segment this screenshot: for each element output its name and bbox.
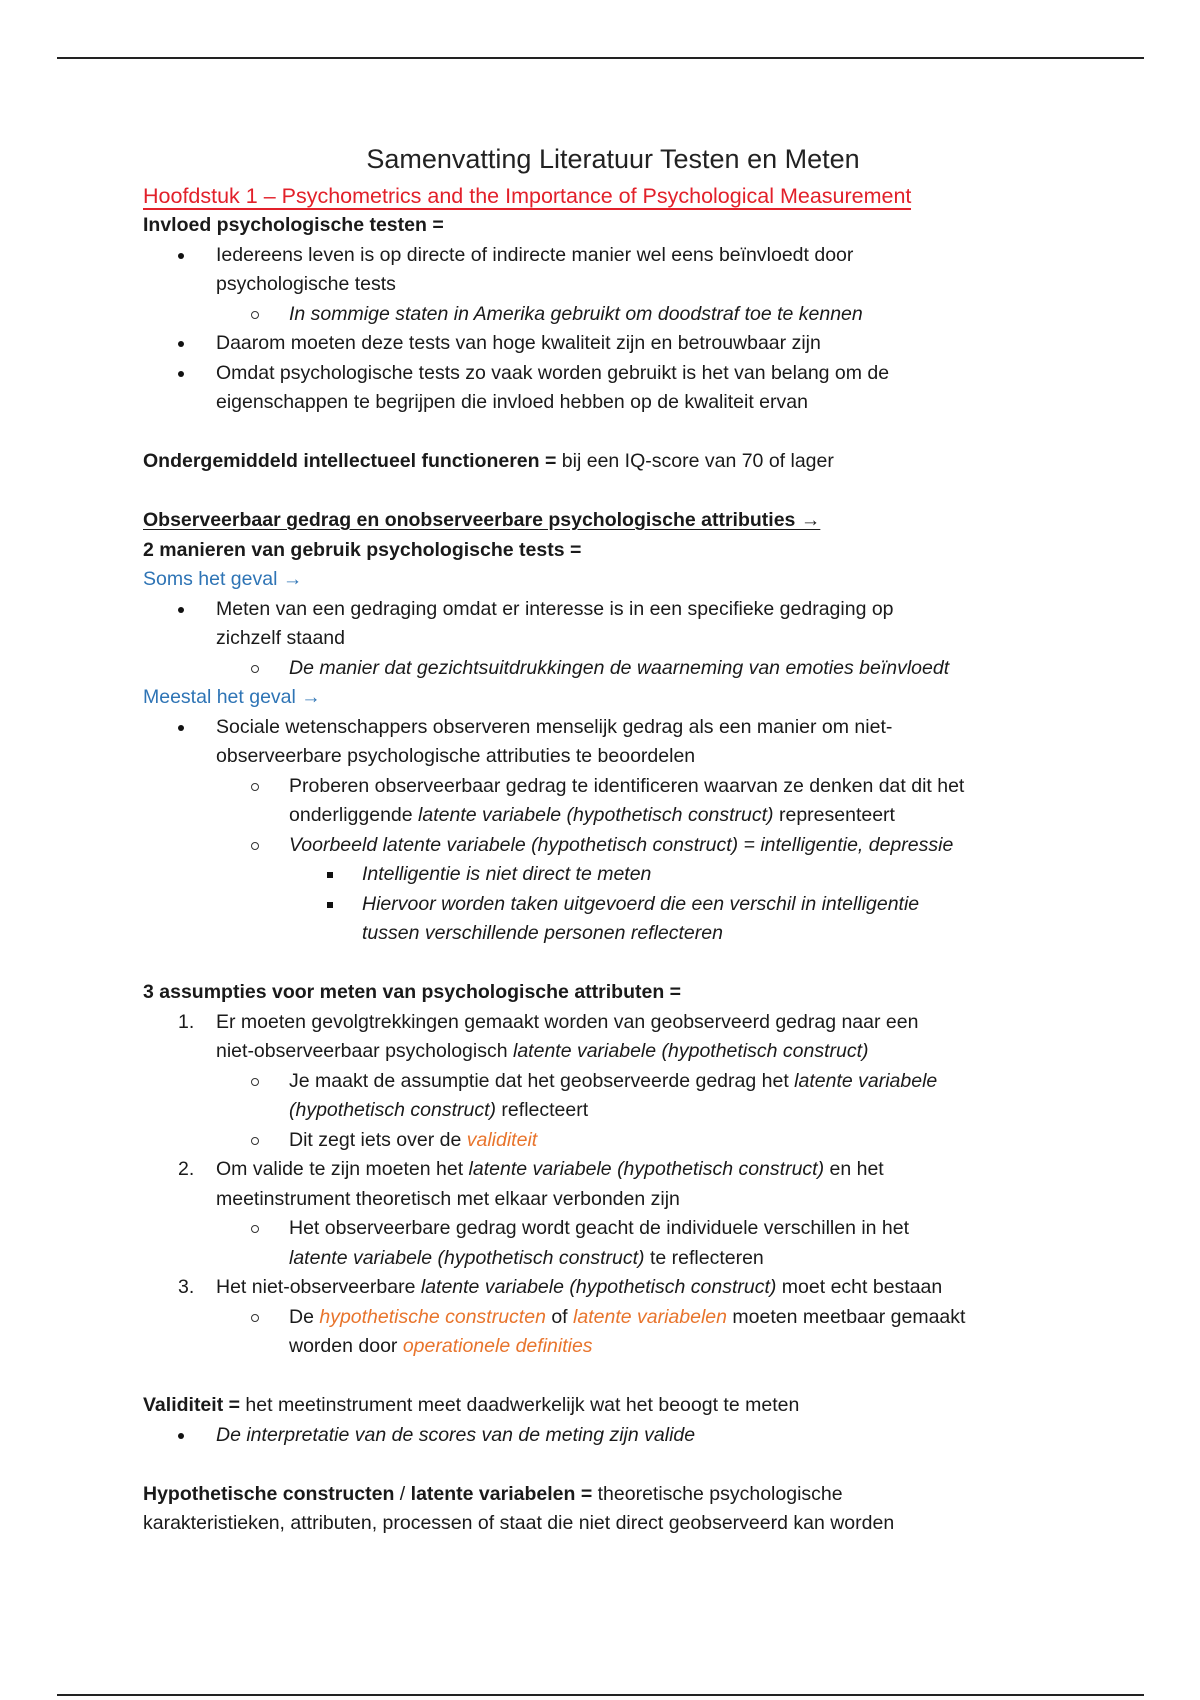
- document-body: [143, 138, 1083, 1539]
- circle-bullet-icon: [251, 1225, 259, 1233]
- definition-ondergemiddeld: [143, 447, 1083, 477]
- chapter-heading: [143, 181, 1083, 211]
- circle-bullet-icon: [251, 665, 259, 673]
- sub-bullet-text: De manier dat gezichtsuitdrukkingen de waarneming van emoties beïnvloedt: [289, 656, 950, 679]
- bullet-icon: [178, 371, 184, 377]
- sub-bullet-item: [143, 1214, 1083, 1273]
- bullet-text: Omdat psychologische tests zo vaak worden gebruikt is het van belang om de: [216, 361, 890, 384]
- footer-rule: [57, 1694, 1144, 1696]
- spacer: [143, 418, 1083, 448]
- highlight-term: latente variabelen: [573, 1305, 727, 1328]
- highlight-term: validiteit: [466, 1128, 538, 1151]
- sub-bullet-text: Proberen observeerbaar gedrag te identificeren waarvan ze denken dat dit het: [289, 774, 965, 797]
- text-run-italic: latente variabele (hypothetisch construct): [468, 1158, 825, 1180]
- sub-sub-bullet-item: [143, 890, 1083, 949]
- definition-term: Hypothetische constructen: [143, 1482, 395, 1505]
- sub-bullet-item: [143, 831, 1083, 861]
- bullet-text: Sociale wetenschappers observeren menselijk gedrag als een manier om niet-: [216, 715, 893, 738]
- definition-term: Ondergemiddeld intellectueel functioneren =: [143, 450, 557, 472]
- spacer: [143, 477, 1083, 507]
- text-run-italic: latente variabele (hypothetisch construct): [418, 804, 774, 826]
- text-run: of: [545, 1305, 574, 1328]
- sub-bullet-text: [289, 1126, 1083, 1156]
- section-heading-assumpties: 3 assumpties voor meten van psychologische attributen =: [143, 981, 682, 1003]
- text-run-italic: latente variabele: [794, 1069, 938, 1092]
- numbered-text: meetinstrument theoretisch met elkaar verbonden zijn: [216, 1187, 680, 1210]
- highlight-term: hypothetische constructen: [319, 1305, 546, 1328]
- sub-sub-bullet-text: tussen verschillende personen reflecteren: [362, 922, 723, 944]
- circle-bullet-icon: [251, 783, 259, 791]
- numbered-text: Er moeten gevolgtrekkingen gemaakt worden van geobserveerd gedrag naar een: [216, 1010, 919, 1033]
- bullet-text: eigenschappen te begrijpen die invloed hebben op de kwaliteit ervan: [216, 391, 808, 413]
- sub-bullet-item: [143, 772, 1083, 831]
- definition-term: latente variabelen =: [410, 1482, 593, 1505]
- text-run: /: [394, 1482, 411, 1505]
- item-number: 1.: [178, 1010, 195, 1033]
- definition-text: karakteristieken, attributen, processen of staat die niet direct geobserveerd kan worden: [143, 1512, 895, 1534]
- bullet-icon: [178, 607, 184, 613]
- spacer: [143, 949, 1083, 979]
- bullet-text: Iedereens leven is op directe of indirecte manier wel eens beïnvloedt door: [216, 243, 854, 266]
- sub-bullet-text: Het observeerbare gedrag wordt geacht de individuele verschillen in het: [289, 1217, 910, 1239]
- text-run: moet echt bestaan: [776, 1276, 943, 1298]
- text-run: worden door: [289, 1335, 403, 1357]
- bullet-text: Daarom moeten deze tests van hoge kwaliteit zijn en betrouwbaar zijn: [216, 332, 821, 354]
- circle-bullet-icon: [251, 1314, 259, 1322]
- sub-bullet-text: [289, 1303, 1083, 1333]
- bullet-item: [143, 359, 1083, 418]
- text-run-italic: latente variabele (hypothetisch construct): [289, 1246, 645, 1269]
- sub-bullet-item: [143, 1067, 1083, 1126]
- sub-sub-bullet-text: Hiervoor worden taken uitgevoerd die een verschil in intelligentie: [362, 892, 920, 915]
- sub-bullet-text: [289, 1067, 1083, 1097]
- numbered-item: [143, 1273, 1083, 1303]
- circle-bullet-icon: [251, 311, 259, 319]
- spacer: [143, 1362, 1083, 1392]
- sub-bullet-text: [289, 801, 1083, 831]
- numbered-item: [143, 1008, 1083, 1067]
- sub-sub-bullet-item: [143, 860, 1083, 890]
- text-run: Dit zegt iets over de: [289, 1128, 467, 1151]
- bullet-text: zichzelf staand: [216, 627, 345, 649]
- text-run: moeten meetbaar gemaakt: [726, 1305, 966, 1328]
- sub-bullet-text: [289, 1244, 1083, 1274]
- definition-text: bij een IQ-score van 70 of lager: [556, 450, 834, 472]
- bullet-icon: [178, 253, 184, 259]
- sub-bullet-item: [143, 1126, 1083, 1156]
- text-run: te reflecteren: [644, 1246, 764, 1269]
- definition-term: Validiteit =: [143, 1394, 240, 1416]
- label-soms-het-geval: Soms het geval →: [143, 568, 303, 590]
- text-run-italic: (hypothetisch construct): [289, 1099, 497, 1121]
- sub-bullet-item: [143, 1303, 1083, 1362]
- section-heading-invloed: Invloed psychologische testen =: [143, 214, 444, 236]
- text-run: Je maakt de assumptie dat het geobserveerde gedrag het: [289, 1069, 795, 1092]
- sub-sub-bullet-text: Intelligentie is niet direct te meten: [362, 863, 652, 885]
- bullet-item: [143, 241, 1083, 300]
- definition-text: het meetinstrument meet daadwerkelijk wat het beoogt te meten: [240, 1394, 800, 1416]
- text-run: en het: [824, 1158, 884, 1180]
- chapter-heading-text: Hoofdstuk 1 – Psychometrics and the Importance of Psychological Measurement: [143, 184, 912, 208]
- circle-bullet-icon: [251, 1078, 259, 1086]
- text-run-italic: latente variabele (hypothetisch construct): [420, 1276, 777, 1298]
- numbered-text: [216, 1037, 1083, 1067]
- bullet-item: [143, 595, 1083, 654]
- text-run: representeert: [773, 804, 895, 826]
- sub-bullet-text: [289, 1096, 1083, 1126]
- bullet-item: [143, 713, 1083, 772]
- square-bullet-icon: [327, 872, 333, 878]
- header-rule: [57, 57, 1144, 59]
- bullet-text: observeerbare psychologische attributies te beoordelen: [216, 745, 696, 767]
- sub-bullet-item: [143, 300, 1083, 330]
- bullet-text: psychologische tests: [216, 273, 396, 295]
- text-run: niet-observeerbaar psychologisch: [216, 1040, 513, 1062]
- bullet-icon: [178, 725, 184, 731]
- definition-validiteit: [143, 1391, 1083, 1421]
- numbered-text: [216, 1155, 1083, 1185]
- definition-text: theoretische psychologische: [592, 1482, 843, 1505]
- document-title: Samenvatting Literatuur Testen en Meten: [366, 144, 860, 174]
- bullet-icon: [178, 1433, 184, 1439]
- numbered-item: [143, 1155, 1083, 1214]
- text-run: Om valide te zijn moeten het: [216, 1158, 469, 1180]
- sub-bullet-item: [143, 654, 1083, 684]
- highlight-term: operationele definities: [402, 1335, 593, 1357]
- sub-bullet-text: [289, 1332, 1083, 1362]
- square-bullet-icon: [327, 902, 333, 908]
- bullet-item: [143, 1421, 1083, 1451]
- circle-bullet-icon: [251, 842, 259, 850]
- bullet-text: De interpretatie van de scores van de meting zijn valide: [216, 1423, 696, 1446]
- label-meestal-het-geval: Meestal het geval →: [143, 686, 321, 708]
- text-run: reflecteert: [496, 1099, 589, 1121]
- text-run-italic: latente variabele (hypothetisch construct): [513, 1040, 869, 1062]
- item-number: 2.: [178, 1158, 195, 1180]
- text-run: Het niet-observeerbare: [216, 1276, 421, 1298]
- bullet-icon: [178, 341, 184, 347]
- bullet-text: Meten van een gedraging omdat er interesse is in een specifieke gedraging op: [216, 597, 894, 620]
- subheading-manieren: 2 manieren van gebruik psychologische tests =: [143, 538, 582, 561]
- section-heading-observeerbaar: Observeerbaar gedrag en onobserveerbare psychologische attributies →: [143, 509, 821, 531]
- sub-bullet-text: In sommige staten in Amerika gebruikt om doodstraf toe te kennen: [289, 302, 863, 325]
- text-run: onderliggende: [289, 804, 419, 826]
- spacer: [143, 1450, 1083, 1480]
- item-number: 3.: [178, 1276, 195, 1298]
- bullet-item: [143, 329, 1083, 359]
- circle-bullet-icon: [251, 1137, 259, 1145]
- text-run: De: [289, 1305, 320, 1328]
- numbered-text: [216, 1273, 1083, 1303]
- definition-hypothetische-constructen: [143, 1480, 1083, 1510]
- sub-bullet-text: Voorbeeld latente variabele (hypothetisch construct) = intelligentie, depressie: [289, 833, 954, 856]
